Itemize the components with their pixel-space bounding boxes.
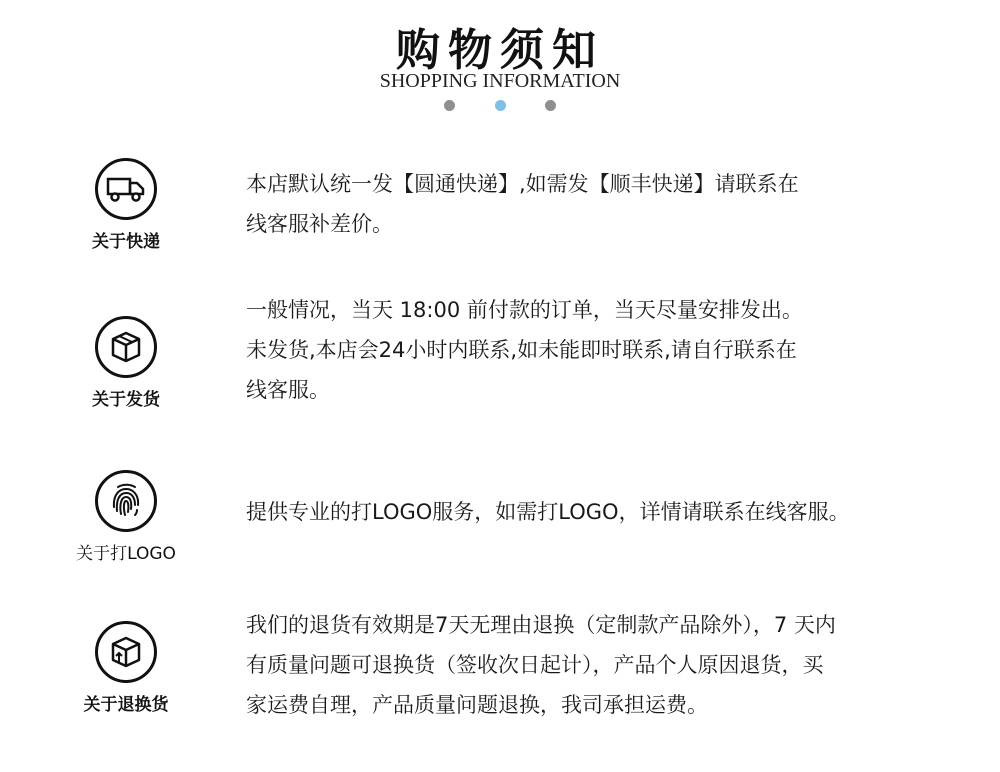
icon-block <box>70 470 182 564</box>
section-text <box>246 290 946 410</box>
text-line: 本店默认统一发【圆通快递】,如需发【顺丰快递】请联系在 <box>246 172 799 196</box>
icon-block <box>70 316 182 410</box>
text-line: 有质量问题可退换货（签收次日起计），产品个人原因退货，买 <box>246 653 824 677</box>
icon-block <box>70 621 182 715</box>
page-title: 购物须知 <box>396 25 604 76</box>
indicator-dot-active <box>495 100 506 111</box>
truck-icon <box>95 158 157 220</box>
section-label: 关于退换货 <box>83 695 169 715</box>
indicator-dot <box>545 100 556 111</box>
indicator-dot <box>444 100 455 111</box>
text-line: 家运费自理，产品质量问题退换，我司承担运费。 <box>246 693 708 717</box>
text-line: 线客服。 <box>246 378 330 402</box>
return-box-icon <box>95 621 157 683</box>
section-label: 关于发货 <box>92 390 160 410</box>
dot-indicator <box>0 96 1000 115</box>
text-line: 未发货,本店会24小时内联系,如未能即时联系,请自行联系在 <box>246 338 797 362</box>
fingerprint-icon <box>95 470 157 532</box>
section-text <box>246 164 946 244</box>
box-icon <box>95 316 157 378</box>
text-line: 提供专业的打LOGO服务，如需打LOGO，详情请联系在线客服。 <box>246 500 850 524</box>
page-subtitle: SHOPPING INFORMATION <box>379 70 621 92</box>
text-line: 线客服补差价。 <box>246 212 393 236</box>
section-label: 关于快递 <box>92 232 160 252</box>
section-text <box>246 605 946 725</box>
text-line: 我们的退货有效期是7天无理由退换（定制款产品除外），7 天内 <box>246 613 836 637</box>
section-text <box>246 492 946 532</box>
text-line: 一般情况，当天 18:00 前付款的订单，当天尽量安排发出。 <box>246 298 803 322</box>
header <box>0 0 1000 120</box>
icon-block <box>70 158 182 252</box>
section-label: 关于打LOGO <box>76 544 176 564</box>
